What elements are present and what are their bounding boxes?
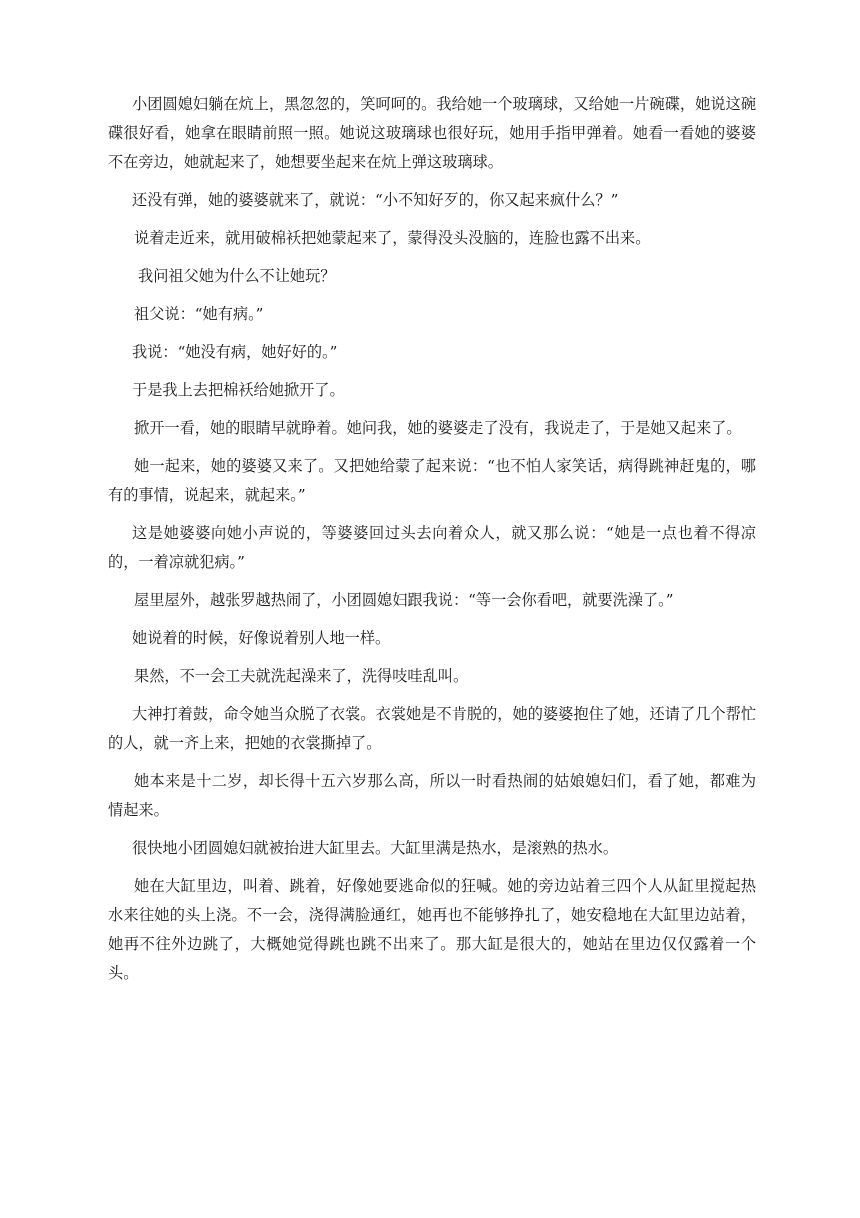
paragraph-17: 她在大缸里边，叫着、跳着，好像她要逃命似的狂喊。她的旁边站着三四个人从缸里搅起热水来往她的头上浇。不一会，浇得满脸通红，她再也不能够挣扎了，她安稳地在大缸里边站着，她再不往外边跳了，大概她觉得跳也跳不出来了。那大缸是很大的，她站在里边仅仅露着一个头。 (108, 877, 756, 982)
document-page (108, 90, 756, 997)
paragraph-9: 她一起来，她的婆婆又来了。又把她给蒙了起来说：“也不怕人家笑话，病得跳神赶鬼的，哪有的事情，说起来，就起来。” (108, 457, 756, 504)
paragraph-4: 我问祖父她为什么不让她玩？ (138, 267, 336, 285)
paragraph-7: 于是我上去把棉袄给她掀开了。 (132, 381, 345, 399)
paragraph-16: 很快地小团圆媳妇就被抬进大缸里去。大缸里满是热水，是滚熟的热水。 (132, 839, 618, 857)
paragraph-13: 果然，不一会工夫就洗起澡来了，洗得吱哇乱叫。 (134, 667, 469, 685)
paragraph-11: 屋里屋外，越张罗越热闹了，小团圆媳妇跟我说：“等一会你看吧，就要洗澡了。” (134, 591, 674, 609)
paragraph-8: 掀开一看，她的眼睛早就睁着。她问我，她的婆婆走了没有，我说走了，于是她又起来了。 (134, 419, 742, 437)
paragraph-15: 她本来是十二岁，却长得十五六岁那么高，所以一时看热闹的姑娘媳妇们，看了她，都难为情起来。 (108, 772, 756, 819)
paragraph-12: 她说着的时候，好像说着别人地一样。 (132, 629, 391, 647)
paragraph-2: 还没有弹，她的婆婆就来了，就说：“小不知好歹的，你又起来疯什么？” (132, 191, 619, 209)
paragraph-1: 小团圆媳妇躺在炕上，黑忽忽的，笑呵呵的。我给她一个玻璃球，又给她一片碗碟，她说这碗碟很好看，她拿在眼睛前照一照。她说这玻璃球也很好玩，她用手指甲弹着。她看一看她的婆婆不在旁边，她就起来了，她想要坐起来在炕上弹这玻璃球。 (108, 95, 756, 171)
paragraph-3: 说着走近来，就用破棉袄把她蒙起来了，蒙得没头没脑的，连脸也露不出来。 (134, 229, 651, 247)
paragraph-10: 这是她婆婆向她小声说的，等婆婆回过头去向着众人，就又那么说：“她是一点也着不得凉的，一着凉就犯病。” (108, 524, 756, 571)
paragraph-5: 祖父说：“她有病。” (134, 305, 264, 323)
paragraph-14: 大神打着鼓，命令她当众脱了衣裳。衣裳她是不肯脱的，她的婆婆抱住了她，还请了几个帮忙的人，就一齐上来，把她的衣裳撕掉了。 (108, 705, 756, 752)
paragraph-6: 我说：“她没有病，她好好的。” (132, 343, 338, 361)
